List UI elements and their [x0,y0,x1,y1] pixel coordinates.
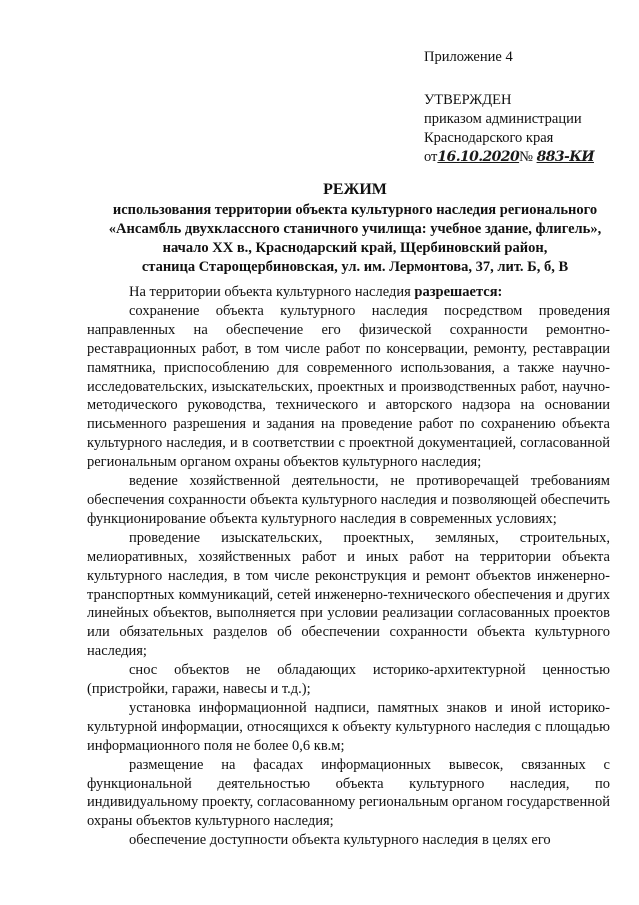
approval-block [424,48,634,167]
paragraph-item: ведение хозяйственной деятельности, не противоречащей требованиям обеспечения сохранности объекта культурного наследия и позволяющей обеспечить функционирование объекта культурного наследия в современных условиях; [87,473,610,527]
approval-line-2: Краснодарского края [424,130,554,146]
document-title-block [88,180,622,277]
paragraph-item: сохранение объекта культурного наследия посредством проведения направленных на обеспечение его физической сохранности ремонтно-реставрационных работ, в том числе работ по консервации, ремонту, реставрации памятника, приспособлению для современного использования, а также научно-исследовательских, изыскательских, проектных и производственных работ, научно-методического руководства, технического и авторского надзора на основании письменного разрешения и задания на проведение работ по сохранению объекта культурного наследия, и в соответствии с проектной документацией, согласованной региональным органом охраны объектов культурного наследия; [87,302,610,471]
subtitle-line-2: «Ансамбль двухклассного станичного училища: учебное здание, флигель», [108,221,602,237]
intro-text: На территории объекта культурного наследия [129,284,415,300]
handwritten-number: 883-КИ [536,149,594,165]
paragraph-item: проведение изыскательских, проектных, земляных, строительных, мелиоративных, хозяйственных работ и иных работ на территории объекта культурного наследия, в том числе реконструкция и ремонт объектов инженерно-транспортных коммуникаций, сетей инженерно-технического обеспечения и других линейных объектов, выполняется при условии реализации согласованных проектов или обязательных разделов об обеспечении сохранности объекта культурного наследия; [87,529,610,660]
paragraph-item: снос объектов не обладающих историко-архитектурной ценностью (пристройки, гаражи, навесы и т.д.); [87,662,610,698]
approval-line-1: приказом администрации [424,111,582,127]
approved-label: УТВЕРЖДЕН [424,92,512,108]
handwritten-date: 16.10.2020 [437,149,520,165]
subtitle-line-3: начало XX в., Краснодарский край, Щербиновский район, [162,240,548,256]
paragraph-item: установка информационной надписи, памятных знаков и иной историко-культурной информации, относящихся к объекту культурного наследия с площадью информационного поля не более 0,6 кв.м; [87,699,610,754]
number-sign: № [519,149,533,165]
intro-paragraph [87,283,610,302]
paragraph-item: обеспечение доступности объекта культурного наследия в целях его [129,832,551,849]
document-title: РЕЖИМ [323,181,387,198]
from-prefix: от [424,149,438,165]
paragraph-item: размещение на фасадах информационных вывесок, связанных с функциональной деятельностью объекта культурного наследия, по индивидуальному проекту, согласованному региональным органом государственной охраны объектов культурного наследия; [87,756,610,830]
order-date-line [424,148,634,167]
subtitle-line-4: станица Старощербиновская, ул. им. Лермонтова, 37, лит. Б, б, В [141,259,569,275]
appendix-label: Приложение 4 [424,49,513,65]
intro-bold: разрешается: [414,284,503,300]
subtitle-line-1: использования территории объекта культурного наследия регионального [112,202,598,218]
document-body [87,283,610,850]
